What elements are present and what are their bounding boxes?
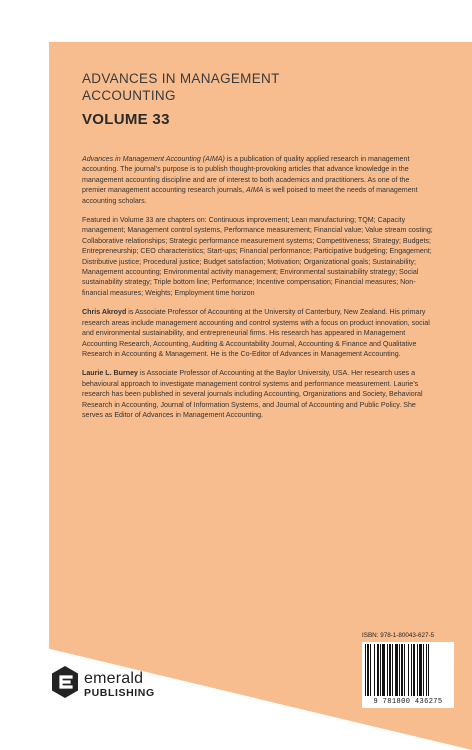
volume-number: VOLUME 33 bbox=[82, 111, 170, 128]
isbn-label: ISBN: 978-1-80043-627-5 bbox=[362, 632, 435, 639]
barcode-digits: 9 781800 436275 bbox=[373, 698, 443, 706]
editor-name: Laurie L. Burney bbox=[82, 369, 138, 378]
intro-paragraph bbox=[82, 154, 434, 206]
intro-text-1: is a publication of quality applied research in management accounting. The journal’s purpose is to publish thought-provoking articles that advance knowledge in the management accounting discipline and are of interest to both academics and practitioners. As one of the premier management accounting research journals, bbox=[82, 155, 410, 195]
editor-bio-text: is Associate Professor of Accounting at the Baylor University, USA. Her research uses a behavioural approach to investigate management control systems and performance measurement. Laurie’s research has been published in several journals including Accounting, Organizations and Society, Behavioral Research in Accounting, Journal of Information Systems, and Journal of Accounting and Public Policy. She serves as Editor of Advances in Management Accounting. bbox=[82, 369, 423, 419]
back-cover-content bbox=[82, 70, 434, 420]
journal-abbrev: AIMA bbox=[246, 186, 264, 195]
series-title-line2: ACCOUNTING bbox=[82, 88, 176, 103]
editor-bio-text: is Associate Professor of Accounting at the University of Canterbury, New Zealand. His primary research areas include management accounting and control systems with a focus on product innovation, social and environmental sustainability, and entrepreneurial firms. His research has appeared in Management Accounting Research, Accounting, Auditing & Accountability Journal, Accounting & Finance and Qualitative Research in Accounting & Management. He is the Co-Editor of Advances in Management Accounting. bbox=[82, 308, 430, 358]
journal-name: Advances in Management Accounting (AIMA) bbox=[82, 155, 225, 163]
publisher-logo bbox=[50, 665, 190, 705]
publisher-name: emerald bbox=[84, 670, 144, 687]
editor-name: Chris Akroyd bbox=[82, 308, 127, 317]
series-title bbox=[82, 70, 434, 104]
editor-bio-burney bbox=[82, 368, 434, 420]
chapters-paragraph: Featured in Volume 33 are chapters on: Continuous improvement; Lean manufacturing; TQM; Capacity management; Management control systems, Performance measurement; Financial value; Value stream costing; Collaborative relationships; Strategic performance measurement systems; Competitiveness; Strategy; Budgets; Entrepreneurship; CEO characteristics; Start-ups; Financial performance; Participative budgeting; Engagement; Distributive justice; Procedural justice; Budget satisfaction; Motivation; Organizational goals; Sustainability; Management accounting; Environmental activity management; Environmental sustainability strategy; Social sustainability strategy; Triple bottom line; Performance; Incentive compensation; Financial measures; Non-financial measures; Weights; Employment time horizon bbox=[82, 216, 433, 297]
emerald-hexagon-e-icon bbox=[50, 665, 80, 699]
isbn-barcode bbox=[362, 642, 454, 708]
barcode-icon bbox=[362, 642, 454, 700]
series-title-line1: ADVANCES IN MANAGEMENT bbox=[82, 71, 280, 86]
publisher-subname: PUBLISHING bbox=[84, 687, 155, 699]
editor-bio-akroyd bbox=[82, 307, 434, 359]
intro-text-2: is well poised to meet the needs of management accounting scholars. bbox=[82, 186, 418, 205]
